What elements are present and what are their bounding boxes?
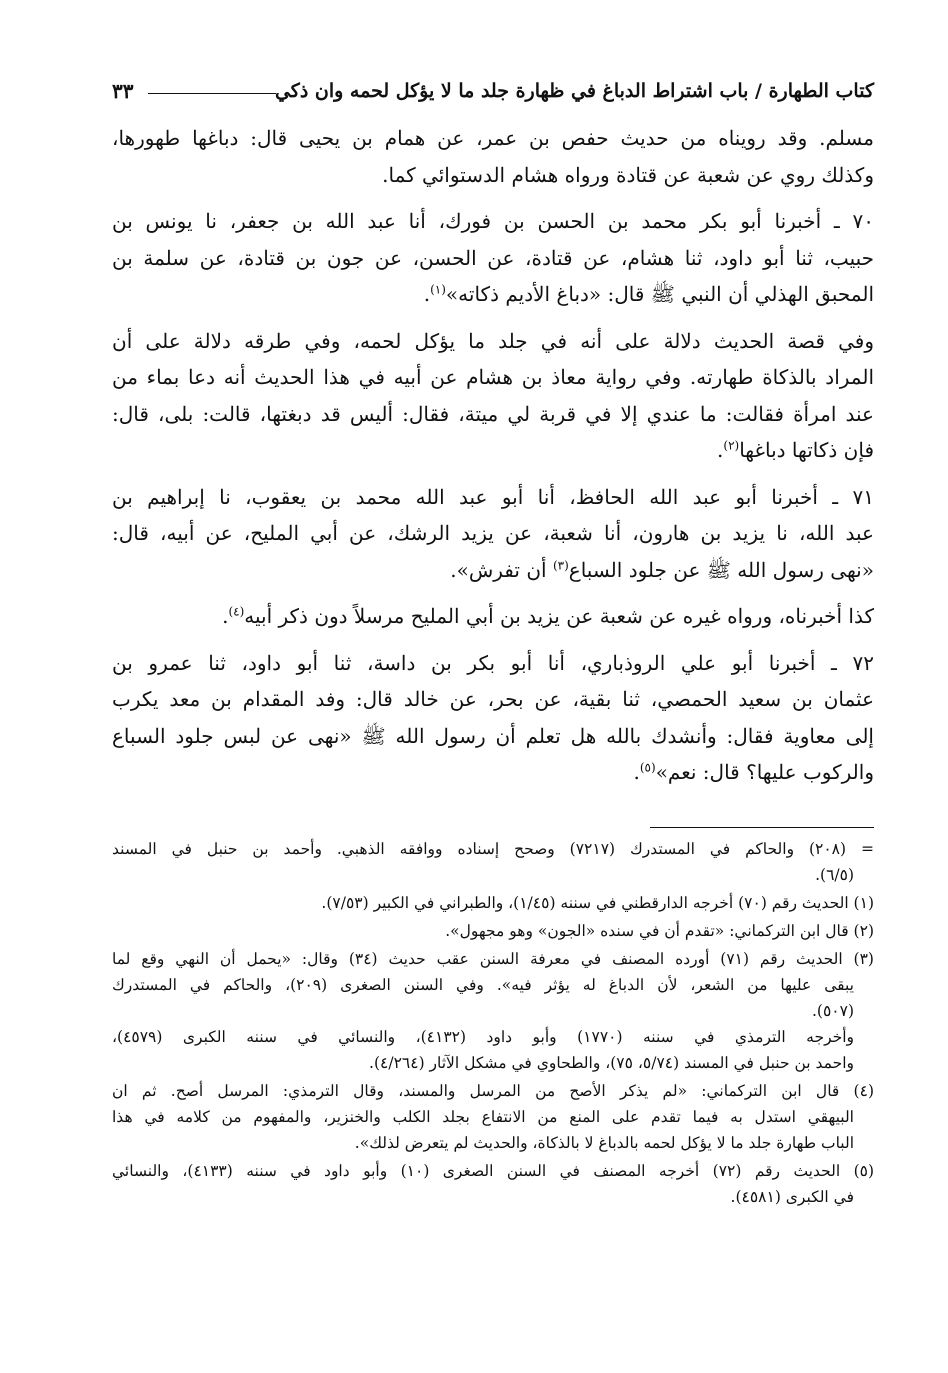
footnote-5 (112, 1158, 874, 1210)
footnote-line: في الكبرى (٤٥٨١). (730, 1188, 854, 1206)
page-number: ٣٣ (112, 79, 134, 103)
text-line (112, 598, 874, 635)
text-line (112, 276, 874, 313)
paragraph-hadith-71 (112, 479, 874, 589)
text-segment: أن تفرش». (450, 557, 553, 582)
text-segment: . (222, 604, 229, 628)
paragraph-commentary (112, 323, 874, 469)
footnote-4 (112, 1078, 874, 1156)
footnote-line: (٦/٥). (815, 866, 854, 884)
text-line: مسلم. وقد رويناه من حديث حفص بن عمر، عن همام بن يحيى قال: دباغها طهورها، (112, 126, 874, 150)
footnote-line: (١) الحديث رقم (٧٠) أخرجه الدارقطني في سننه (١/٤٥)، والطبراني في الكبير (٧/٥٣). (321, 894, 874, 912)
footnote-3 (112, 946, 874, 1076)
text-segment: والركوب عليها؟ قال: نعم» (655, 760, 874, 784)
footnote-line: واحمد بن حنبل في المسند (٥/٧٤، ٧٥)، والطحاوي في مشكل الآثار (٤/٢٦٤). (369, 1054, 854, 1072)
footnote-line: (٤) قال ابن التركماني: «لم يذكر الأصح من المرسل والمسند، وقال الترمذي: المرسل أصح. ثم ان (112, 1082, 874, 1100)
footnote-line: يبقى عليها من الشعر، لأن الدباغ له يؤثر فيه». وفي السنن الصغرى (٢٠٩)، والحاكم في المستدرك (112, 976, 854, 994)
footnote-line: = (٢٠٨) والحاكم في المستدرك (٧٢١٧) وصحح إسناده ووافقه الذهبي. وأحمد بن حنبل في المسند (112, 840, 874, 858)
text-segment: «نهى رسول الله ﷺ عن جلود السباع (568, 557, 874, 582)
footnote-continued (112, 836, 874, 888)
footnote-1 (112, 890, 874, 916)
text-segment: . (633, 760, 640, 784)
text-line: ٧١ ـ أخبرنا أبو عبد الله الحافظ، أنا أبو عبد الله محمد بن يعقوب، نا إبراهيم بن (112, 484, 874, 509)
text-segment: . (423, 282, 431, 306)
paragraph-hadith-70 (112, 203, 874, 313)
text-line: عند امرأة فقالت: ما عندي إلا في قربة لي ميتة، فقال: أليس قد دبغتها، قالت: بلى، قال: (112, 401, 874, 426)
main-text (112, 120, 874, 791)
text-line: عبد الله، نا يزيد بن هارون، أنا شعبة، عن يزيد الرشك، عن أبي المليح، عن أبيه، قال: (112, 521, 874, 545)
footnote-ref: (٣) (552, 557, 569, 572)
footnotes (112, 836, 874, 1212)
text-line: وفي قصة الحديث دلالة على أنه في جلد ما يؤكل لحمه، وفي طرقه دلالة على أن (112, 328, 874, 353)
text-line: ٧٠ ـ أخبرنا أبو بكر محمد بن الحسن بن فورك، أنا عبد الله بن جعفر، نا يونس بن (112, 209, 874, 233)
text-line: عثمان بن سعيد الحمصي، ثنا بقية، عن بحر، عن خالد قال: وفد المقدام بن معد يكرب (112, 687, 874, 711)
header-title: كتاب الطهارة / باب اشتراط الدباغ في ظهارة جلد ما لا يؤكل لحمه وان ذكي (274, 80, 874, 102)
text-line: ٧٢ ـ أخبرنا أبو علي الروذباري، أنا أبو بكر بن داسة، ثنا أبو داود، ثنا عمرو بن (112, 650, 874, 675)
footnote-line: (٣) الحديث رقم (٧١) أورده المصنف في معرفة السنن عقب حديث (٣٤) وقال: «يحمل أن النهي وقع لما (112, 950, 874, 968)
text-line: إلى معاوية فقال: وأنشدك بالله هل تعلم أن رسول الله ﷺ «نهى عن لبس جلود السباع (112, 723, 874, 748)
footnote-line: الباب طهارة جلد ما لا يؤكل لحمه بالدباغ لا بالذكاة، والحديث لم يتعرض لذلك». (354, 1134, 854, 1152)
text-line: حبيب، ثنا أبو داود، ثنا هشام، عن قتادة، عن الحسن، عن جون بن قتادة، عن سلمة بن (112, 245, 874, 270)
footnote-separator (650, 827, 874, 828)
footnote-ref: (٤) (228, 604, 245, 619)
footnote-line: وأخرجه الترمذي في سننه (١٧٧٠) وأبو داود (٤١٣٢)، والنسائي في سننه الكبرى (٤٥٧٩)، (112, 1028, 854, 1046)
footnote-line: (٥٠٧). (811, 1002, 854, 1020)
text-line: المراد بالذكاة طهارته. وفي رواية معاذ بن هشام عن أبيه في هذا الحديث أنه دعا بماء من (112, 365, 874, 389)
paragraph-hadith-72 (112, 645, 874, 791)
text-line (112, 552, 874, 589)
footnote-2 (112, 918, 874, 944)
text-line (112, 754, 874, 791)
running-header (112, 76, 874, 110)
text-segment: . (717, 438, 724, 462)
footnote-ref: (١) (430, 282, 446, 297)
header-rule (148, 93, 276, 94)
footnote-line: البيهقي استدل به فيما تقدم على المنع من الانتفاع بجلد الكلب والخنزير، والمفهوم من كلامه في هذا (112, 1108, 854, 1126)
text-segment: المحبق الهذلي أن النبي ﷺ قال: «دباغ الأديم ذكاته» (445, 282, 874, 306)
paragraph-variant (112, 598, 874, 635)
footnote-line: (٥) الحديث رقم (٧٢) أخرجه المصنف في السنن الصغرى (١٠) وأبو داود في سننه (٤١٣٣)، والنسائي (112, 1162, 874, 1180)
paragraph-intro (112, 120, 874, 193)
footnote-ref: (٢) (723, 438, 740, 453)
footnote-ref: (٥) (639, 760, 656, 775)
footnote-line: (٢) قال ابن التركماني: «تقدم أن في سنده «الجون» وهو مجهول». (445, 922, 874, 940)
text-segment: كذا أخبرناه، ورواه غيره عن شعبة عن يزيد بن أبي المليح مرسلاً دون ذكر أبيه (244, 604, 874, 628)
text-line: وكذلك روي عن شعبة عن قتادة ورواه هشام الدستوائي كما. (382, 162, 874, 187)
text-line (112, 432, 874, 469)
text-segment: فإن ذكاتها دباغها (739, 438, 874, 462)
